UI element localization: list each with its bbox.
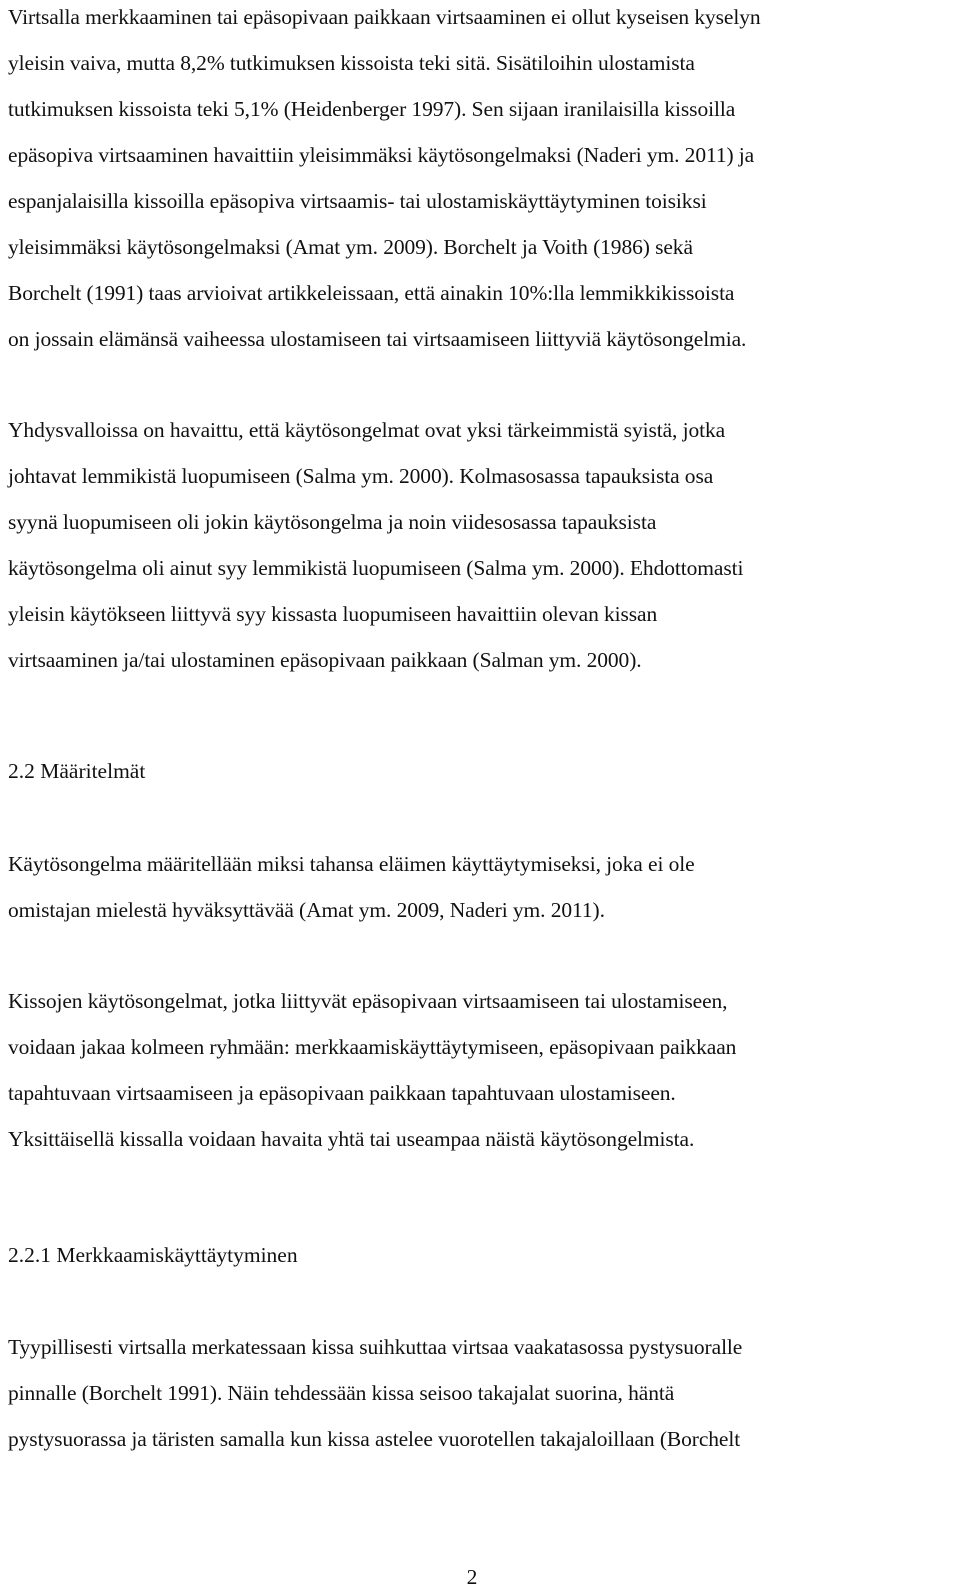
text-line: Borchelt (1991) taas arvioivat artikkeleissaan, että ainakin 10%:lla lemmikkikissoista (8, 281, 735, 305)
section-heading-definitions: 2.2 Määritelmät (8, 759, 146, 783)
text-line: johtavat lemmikistä luopumiseen (Salma ym. 2000). Kolmasosassa tapauksista osa (8, 464, 714, 488)
text-line: Virtsalla merkkaaminen tai epäsopivaan paikkaan virtsaaminen ei ollut kyseisen kyselyn (8, 5, 761, 29)
text-line: voidaan jakaa kolmeen ryhmään: merkkaamiskäyttäytymiseen, epäsopivaan paikkaan (8, 1035, 737, 1059)
text-line: Kissojen käytösongelmat, jotka liittyvät epäsopivaan virtsaamiseen tai ulostamiseen, (8, 989, 728, 1013)
text-line: epäsopiva virtsaaminen havaittiin yleisimmäksi käytösongelmaksi (Naderi ym. 2011) ja (8, 143, 755, 167)
text-line: Tyypillisesti virtsalla merkatessaan kissa suihkuttaa virtsaa vaakatasossa pystysuoralle (8, 1335, 743, 1359)
paragraph-urination-prevalence (8, 0, 952, 362)
paragraph-marking-behavior (8, 1324, 952, 1462)
text-line: Yhdysvalloissa on havaittu, että käytösongelmat ovat yksi tärkeimmistä syistä, jotka (8, 418, 726, 442)
text-line: virtsaaminen ja/tai ulostaminen epäsopivaan paikkaan (Salman ym. 2000). (8, 648, 642, 672)
paragraph-relinquishment (8, 407, 952, 683)
text-line: syynä luopumiseen oli jokin käytösongelma ja noin viidesosassa tapauksista (8, 510, 657, 534)
paragraph-definition (8, 841, 952, 933)
text-line: yleisin vaiva, mutta 8,2% tutkimuksen kissoista teki sitä. Sisätiloihin ulostamista (8, 51, 695, 75)
text-line: käytösongelma oli ainut syy lemmikistä luopumiseen (Salma ym. 2000). Ehdottomasti (8, 556, 744, 580)
page-number: 2 (466, 1565, 478, 1589)
text-line: pinnalle (Borchelt 1991). Näin tehdessään kissa seisoo takajalat suorina, häntä (8, 1381, 675, 1405)
text-line: yleisin käytökseen liittyvä syy kissasta luopumiseen havaittiin olevan kissan (8, 602, 658, 626)
text-line: espanjalaisilla kissoilla epäsopiva virtsaamis- tai ulostamiskäyttäytyminen toisiksi (8, 189, 707, 213)
text-line: omistajan mielestä hyväksyttävää (Amat ym. 2009, Naderi ym. 2011). (8, 898, 605, 922)
text-line: on jossain elämänsä vaiheessa ulostamiseen tai virtsaamiseen liittyviä käytösongelmia. (8, 327, 747, 351)
text-line: pystysuorassa ja täristen samalla kun kissa astelee vuorotellen takajaloillaan (Borchelt (8, 1427, 741, 1451)
subsection-heading-marking: 2.2.1 Merkkaamiskäyttäytyminen (8, 1243, 298, 1267)
text-line: Yksittäisellä kissalla voidaan havaita yhtä tai useampaa näistä käytösongelmista. (8, 1127, 695, 1151)
text-line: tutkimuksen kissoista teki 5,1% (Heidenberger 1997). Sen sijaan iranilaisilla kissoilla (8, 97, 736, 121)
text-line: Käytösongelma määritellään miksi tahansa eläimen käyttäytymiseksi, joka ei ole (8, 852, 695, 876)
text-line: yleisimmäksi käytösongelmaksi (Amat ym. 2009). Borchelt ja Voith (1986) sekä (8, 235, 693, 259)
text-line: tapahtuvaan virtsaamiseen ja epäsopivaan paikkaan tapahtuvaan ulostamiseen. (8, 1081, 676, 1105)
paragraph-problem-groups (8, 978, 952, 1162)
